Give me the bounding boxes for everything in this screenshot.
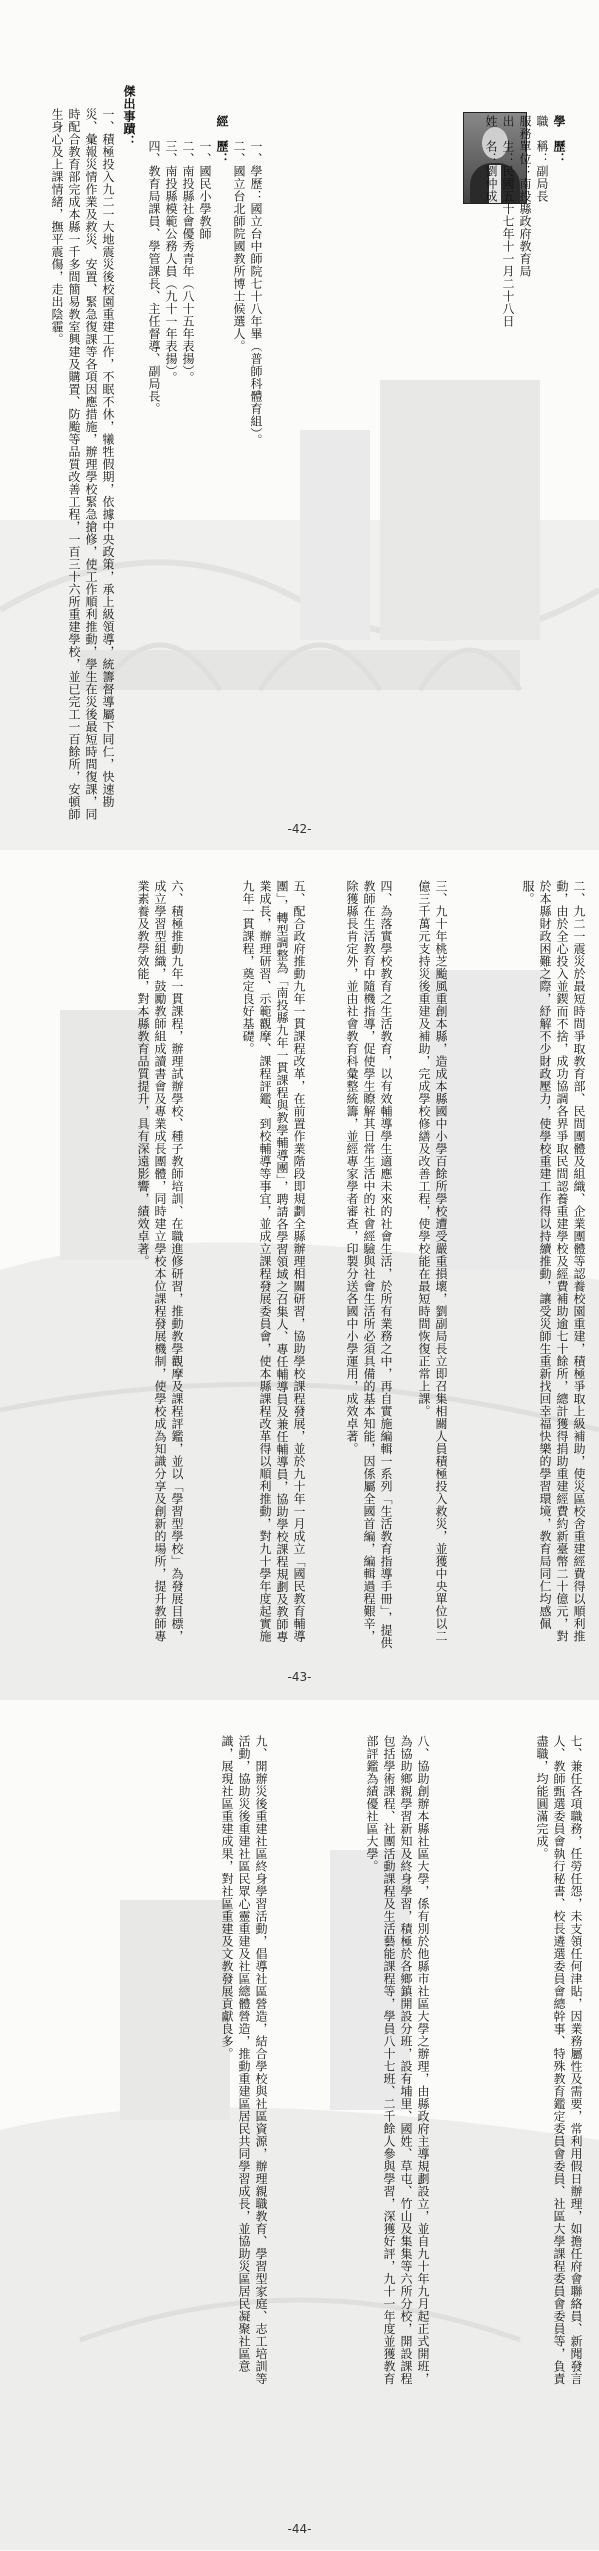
paragraph: 二、九二一震災於最短時間爭取教育部、民間團體及組織、企業團體等認養校園重建，積極爭取上級補助，使災區校舍重建經費得以順利推動，由於全心投入並鍥而不捨，成功協調各界爭取民間認養重建學校及經費補助逾七十餘所，總計獲得捐助重建經費約新臺幣二十億元，對於本縣財政困難之際，紓解不少財政壓力，使學校重建工作得以持續推動，讓受災師生重新找回幸福快樂的學習環境，教育局同仁均感佩服。 [521,880,586,1643]
page-number: -43- [287,1670,312,1684]
profile-title: 職 稱：副局長 [535,115,549,203]
deeds-paragraph: 一、積極投入九二一大地震災後校園重建工作，不眠不休，犧牲假期，依據中央政策，承上級領導，統籌督導屬下同仁，快速勘災、彙報災情作業及救災、安置、緊急復課等各項因應措施，辦理學校緊急搶修，使工作順利推動，學生在災後最短時間復課，同時配合教育部完成本縣一千多間簡易教室興建及購置、防颱等品質改善工程，一百三十六所重建學校，並已完工一百餘所，安頓師生身心及上課情緒，撫平震傷，走出陰霾。 [50,108,115,821]
paragraph: 四、為落實學校教育之生活教育，以有效輔導學生適應未來的社會生活，於所有業務之中，再自實施編輯一系列「生活教育指導手冊」，提供教師在生活教育中隨機指導，促使學生瞭解其日常生活中的社會經驗與社會生活所必須具備的基本知能，因係屬全國首編，編輯過程艱辛，除獲縣長肯定外，並由社會教育科彙整統籌，並經專家學者審查，印製分送各國中小學運用，成效卓著。 [345,880,393,1649]
profile-unit: 服務單位：南投縣政府教育局 [518,115,532,278]
document-page-43 [0,850,599,1700]
education-heading: 學 歷： [552,115,566,165]
paragraph: 六、積極推動九年一貫課程，辦理試辦學校、種子教師培訓、在職進修研習，推動教學觀摩及課程評鑑，並以「學習型學校」為發展目標，成立學習型組織，鼓勵教師組成讀書會及專業成長團體，同時建立學校本位課程發展機制，使學校成為知識分享及創新的場所，提升教師專業素養及教學效能，對本縣教育品質提升，具有深遠影響，績效卓著。 [136,880,184,1643]
paragraph: 三、九十年桃芝颱風重創本縣，造成本縣國中小學百餘所學校遭受嚴重損壞，劉副局長立即召集相關人員積極投入救災，並獲中央單位以二億三千萬元支持災後重建及補助，完成學校修繕及改善工程，使學校能在最短時間恢復正常上課。 [417,880,448,1643]
deeds-heading: 傑出事蹟： [122,85,136,148]
education-item: 一、學歷：國立台中師院七十八年畢（普師科體育組）。 [249,140,263,447]
paragraph: 五、配合政府推動九年一貫課程改革，在前置作業階段即規劃全縣辦理相關研習，協助學校課程發展，並於九十年一月成立「國民教育輔導團」，轉型調整為「南投縣九年一貫課程與教學輔導團」，聘請各學習領域之召集人、專任輔導員及兼任輔導員，協助學校課程規劃及教師專業成長，辦理研習、示範觀摩、課程評鑑、到校輔導等事宜，並成立課程發展委員會，使本縣課程改革得以順利推動，對九十學年度起實施九年一貫課程，奠定良好基礎。 [241,880,306,1643]
page-number: -42- [287,822,312,836]
experience-item: 三、南投縣模範公務人員（九十一年表揚）。 [164,140,178,384]
experience-item: 一、國民小學教師 [198,140,212,240]
paragraph: 八、協助創辦本縣社區大學，係有別於他縣市社區大學之辦理，由縣政府主導規劃設立，並自九十年九月起正式開班，為協助鄉親學習新知及終身學習，積極於各鄉鎮開設分班，設有埔里、國姓、草屯、竹山及集集等六所分校，開設課程包括學術課程、社團活動課程及生活藝能課程等，學員八十七班、二千餘人參與學習，深獲好評，九十一年度並獲教育部評鑑為績優社區大學。 [365,1735,430,2385]
education-item: 二、國立台北師院國教所博士候選人。 [232,140,246,353]
experience-item: 二、南投縣社會優秀青年（八十五年表揚）。 [181,140,195,384]
paragraph: 七、兼任各項職務，任勞任怨，未支領任何津貼，因業務屬性及需要，常利用假日辦理，如擔任府會聯絡員、新聞發言人、教師甄選委員會執行秘書、校長遴選委員會總幹事、特殊教育鑑定委員會委員、社區大學課程委員會委員等，負責盡職，均能圓滿完成。 [535,1735,583,2385]
profile-birth: 出 生：民國五十七年十一月二十八日 [501,115,515,328]
document-page-44 [0,1700,599,2551]
experience-item: 四、教育局課員、學管課長、主任督導、副局長。 [147,140,161,415]
page-number: -44- [287,2522,312,2536]
paragraph: 九、開辦災後重建社區終身學習活動，倡導社區營造，結合學校與社區資源，辦理親職教育、學習型家庭、志工培訓等活動，協助災後重建社區民眾心靈重建及社區總體營造，推動重建區居民共同學習成長，並協助災區居民凝聚社區意識，展現社區重建成果，對社區重建及文教發展貢獻良多。 [220,1735,268,2385]
document-page-42 [0,0,599,850]
profile-name: 姓 名：劉仲成 [484,115,498,203]
experience-heading: 經 歷： [215,115,229,165]
